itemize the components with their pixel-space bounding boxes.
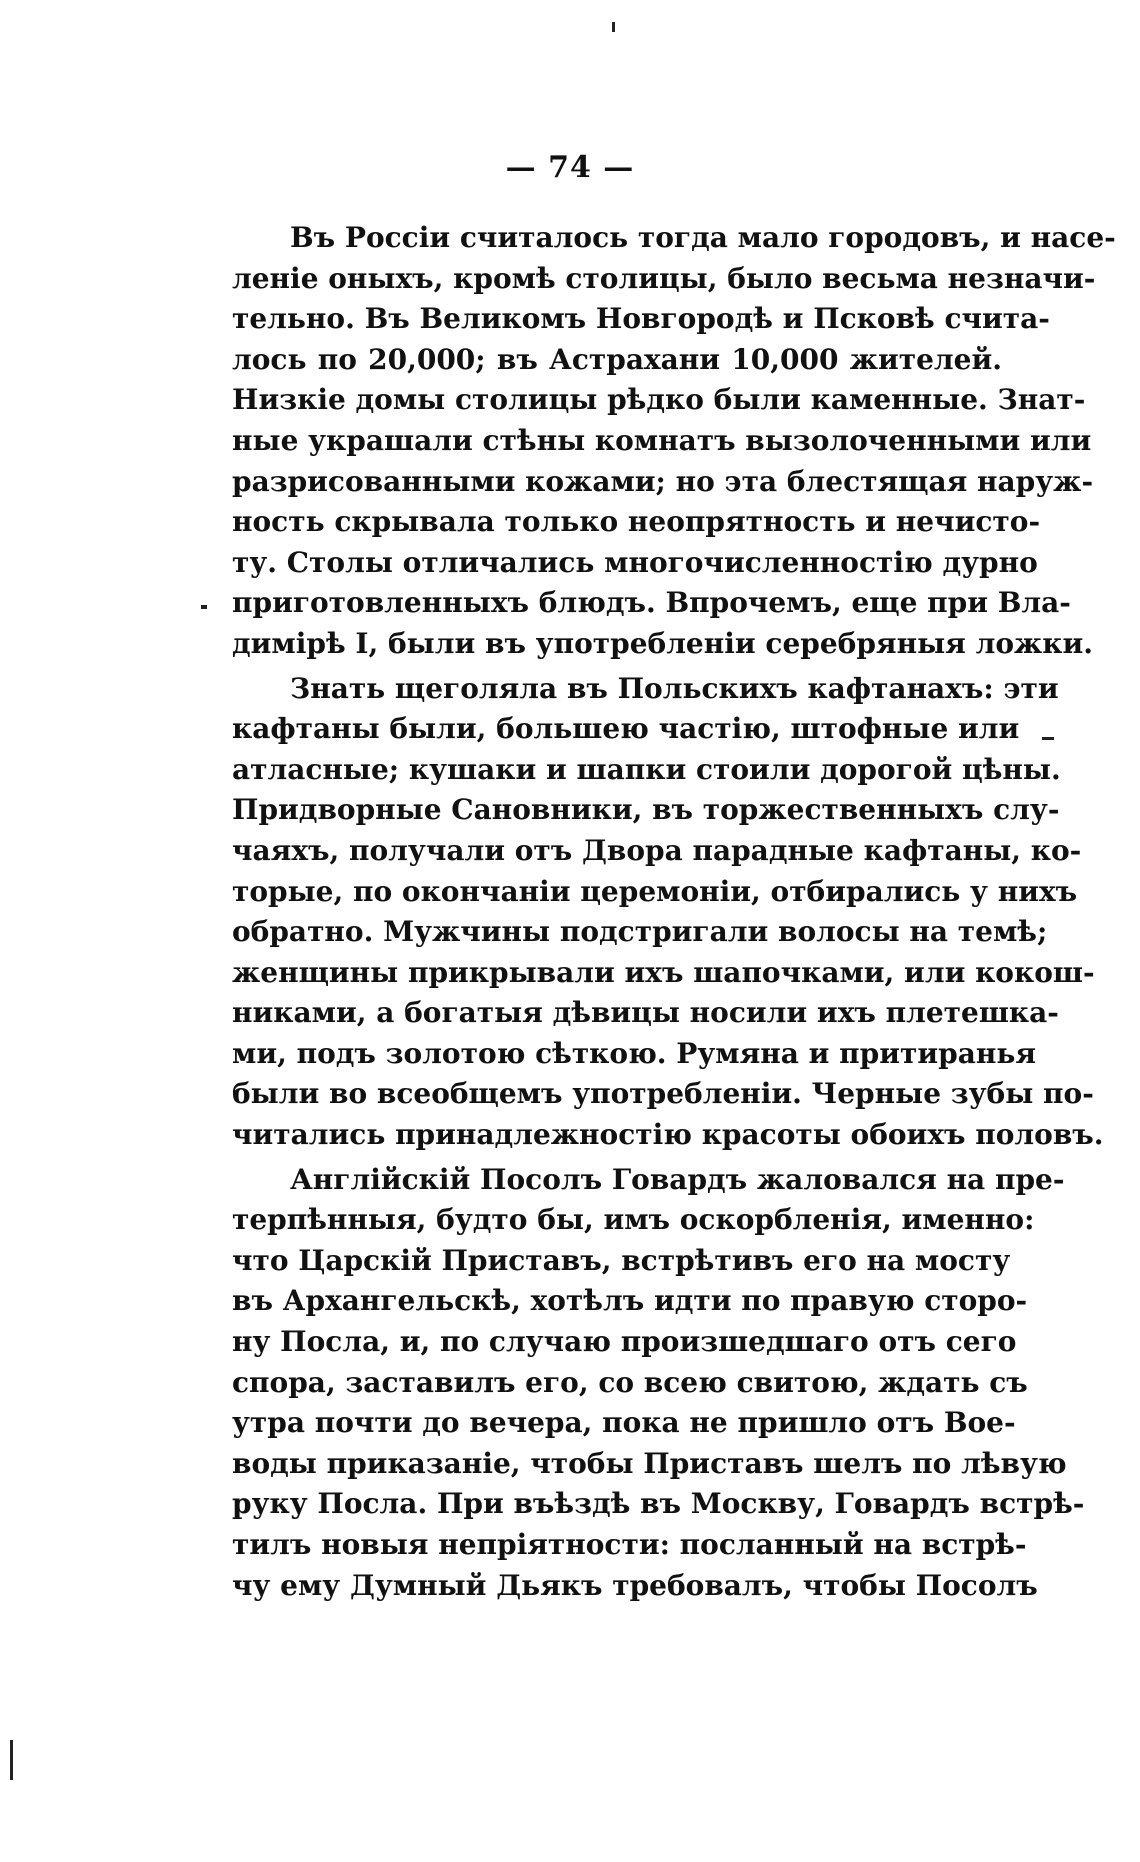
- text-line: утра почти до вечера, пока не пришло отъ Вое-: [232, 1406, 1016, 1440]
- margin-speck: [201, 605, 207, 609]
- text-line: никами, а богатыя дѣвицы носили ихъ плетешка-: [232, 996, 1059, 1030]
- text-line: ные украшали стѣны комнатъ вызолоченными или: [232, 423, 1092, 457]
- text-line: руку Посла. При въѣздѣ въ Москву, Говардъ встрѣ-: [232, 1487, 1085, 1521]
- text-line: обратно. Мужчины подстригали волосы на темѣ;: [232, 915, 1048, 949]
- text-line: Придворные Сановники, въ торжественныхъ слу-: [232, 793, 1060, 827]
- text-line: ми, подъ золотою сѣткою. Румяна и притиранья: [232, 1036, 1037, 1070]
- text-line: тилъ новыя непріятности: посланный на встрѣ-: [232, 1528, 1027, 1561]
- text-line: что Царскій Приставъ, встрѣтивъ его на мосту: [232, 1243, 1011, 1277]
- margin-speck: [612, 22, 615, 32]
- text-line: тельно. Въ Великомъ Новгородѣ и Псковѣ счита-: [232, 302, 1050, 336]
- text-line: атласные; кушаки и шапки стоили дорогой цѣны.: [232, 752, 1061, 786]
- text-line: Низкіе домы столицы рѣдко были каменные. Знат-: [232, 383, 1086, 417]
- paragraph: [232, 1160, 1085, 1607]
- text-line: чаяхъ, получали отъ Двора парадные кафтаны, ко-: [232, 833, 1082, 867]
- text-line: Знать щеголяла въ Польскихъ кафтанахъ: эти: [290, 671, 1059, 705]
- body-text: [232, 218, 1116, 1606]
- text-line: кафтаны были, большею частію, штофные или: [232, 712, 1020, 746]
- text-line: приготовленныхъ блюдъ. Впрочемъ, еще при Вла-: [232, 586, 1071, 620]
- text-line: Англійскій Посолъ Говардъ жаловался на пре-: [290, 1162, 1065, 1196]
- paragraph: [232, 669, 1104, 1156]
- margin-speck: [10, 1740, 13, 1780]
- text-line: леніе оныхъ, кромѣ столицы, было весьма незначи-: [232, 261, 1096, 295]
- text-line: воды приказаніе, чтобы Приставъ шелъ по лѣвую: [232, 1446, 1067, 1480]
- paragraph: [232, 218, 1116, 665]
- text-line: ту. Столы отличались многочисленностію дурно: [232, 545, 1038, 579]
- text-line: разрисованными кожами; но эта блестящая наруж-: [232, 464, 1094, 498]
- text-line: лось по 20,000; въ Астрахани 10,000 жителей.: [232, 342, 1002, 376]
- text-line: димірѣ I, были въ употребленіи серебряныя ложки.: [232, 626, 1094, 660]
- text-line: ность скрывала только неопрятность и нечисто-: [232, 505, 1041, 539]
- text-line: торые, по окончаніи церемоніи, отбирались у нихъ: [232, 874, 1078, 908]
- text-line: женщины прикрывали ихъ шапочками, или кокош-: [232, 955, 1095, 989]
- margin-speck: [1042, 737, 1054, 740]
- text-line: были во всеобщемъ употребленіи. Черные зубы по-: [232, 1077, 1094, 1111]
- page-number: — 74 —: [505, 150, 635, 185]
- text-line: чу ему Думный Дьякъ требовалъ, чтобы Посолъ: [232, 1568, 1038, 1602]
- text-line: читались принадлежностію красоты обоихъ половъ.: [232, 1118, 1104, 1152]
- text-line: спора, заставилъ его, со всею свитою, ждать съ: [232, 1365, 1028, 1399]
- text-line: ну Посла, и, по случаю произшедшаго отъ сего: [232, 1325, 1017, 1359]
- text-line: терпѣнныя, будто бы, имъ оскорбленія, именно:: [232, 1203, 1035, 1237]
- text-line: Въ Россіи считалось тогда мало городовъ, и насе-: [290, 221, 1116, 254]
- text-line: въ Архангельскѣ, хотѣлъ идти по правую сторо-: [232, 1284, 1028, 1318]
